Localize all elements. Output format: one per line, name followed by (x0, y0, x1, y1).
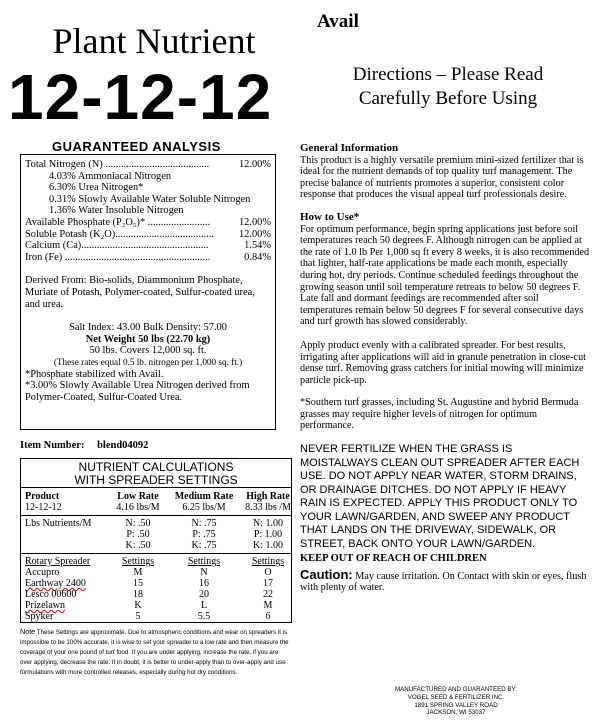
analysis-row (25, 194, 271, 206)
derived-from: Derived From: Bio-solids, Diammonium Phosphate, Muriate of Potash, Polymer-coated, Sulfur-coated urea, and urea. (25, 275, 255, 310)
analysis-label: 4.03% Ammoniacal Nitrogen (49, 170, 172, 182)
nc-head-medium: Medium Rate (174, 491, 234, 502)
nc-cell: N: 1.00 (253, 518, 283, 529)
nc-nutrient-row-p (25, 529, 287, 540)
item-number (20, 440, 148, 451)
spreader-row (25, 567, 287, 578)
nc-sub-row (25, 502, 291, 513)
how-to-use-text-2: Apply product evenly with a calibrated spreader. For best results, irrigating after applications will aid in granule penetration in close-cut dense turf. Removing grass catchers for initial mowing will minimize particle pick-up. (300, 339, 587, 386)
analysis-label: 0.31% Slowly Available Water Soluble Nitrogen (49, 193, 251, 205)
spreader-name: Spyker (25, 611, 54, 622)
how-to-use-heading: How to Use* (300, 210, 360, 223)
analysis-row (25, 182, 271, 194)
nc-spreader-head: Rotary Spreader (25, 556, 91, 567)
keep-out-of-reach: KEEP OUT OF REACH OF CHILDREN (300, 553, 487, 565)
analysis-value: 12.00% (238, 159, 271, 170)
salt-index: Salt Index: 43.00 Bulk Density: 57.00 (69, 322, 227, 334)
nc-head-low: Low Rate (117, 491, 159, 502)
mfg-line: MANUFACTURED AND GUARANTEED BY: (394, 686, 518, 693)
nc-settings-head: Settings (121, 556, 155, 567)
footnote-urea: *3.00% Slowly Available Urea Nitrogen derived from Polymer-Coated, Sulfur-Coated Urea. (25, 380, 250, 403)
nc-cell: K: .50 (125, 540, 151, 551)
spreader-setting: M (263, 600, 273, 611)
spreader-name: Accupro (25, 567, 60, 578)
how-to-use-text-1: For optimum performance, begin spring applications just before soil temperatures reach 50 degrees F. Although nitrogen can be applied at the rate of 1.0 lb Per 1,000 sq ft every 8 weeks, it is also recommended that lighter, half-rate applications be made each month, especially during hot, dry periods. Continue scheduled feedings throughout the growing season until soil temperature retreats to below 50 degrees F. Late fall and dormant feedings are recommended after soil temperatures remain below 50 degrees F for several consecutive days and turf growth has slowed considerably. (300, 223, 590, 328)
nc-nutrients-label: Lbs Nutrients/M (25, 518, 92, 529)
spreader-setting: 5 (135, 611, 141, 622)
nc-cell: P: .75 (192, 529, 216, 540)
spreader-setting: K (134, 600, 142, 611)
spreader-setting: 16 (199, 578, 209, 589)
spreader-row (25, 611, 287, 622)
analysis-label: Iron (Fe) ........................................................ (25, 251, 211, 263)
directions-heading (328, 63, 568, 111)
warnings-text: NEVER FERTILIZE WHEN THE GRASS IS MOISTALWAYS CLEAN OUT SPREADER AFTER EACH USE. DO NOT APPLY NEAR WATER, STORM DRAINS, OR DRAINAGE DITCHES. DO NOT APPLY IF HEAVY RAIN IS EXPECTED. APPLY THIS PRODUCT ONLY TO YOUR LAWN/GARDEN, AND SWEEP ANY PRODUCT THAT LANDS ON THE DRIVEWAY, SIDEWALK, OR STREET, BACK ONTO YOUR LAWN/GARDEN. (300, 443, 580, 550)
analysis-label: 1.36% Water Insoluble Nitrogen (49, 205, 184, 217)
spreader-name: Lesco 00600 (25, 589, 77, 600)
nc-spreader-rows (25, 567, 287, 622)
directions-line-2: Carefully Before Using (358, 88, 538, 109)
analysis-value: 1.54% (244, 240, 271, 252)
spreader-setting: N (200, 567, 208, 578)
analysis-row (25, 229, 271, 241)
spreader-setting: 20 (199, 589, 209, 600)
general-info-text: This product is a highly versatile premium mini-sized fertilizer that is ideal for the nutrient demands of top quality turf management. The precise balance of nutrients promotes a superior, consistent color response that produces the visual appeal turf professionals desire. (300, 154, 584, 201)
nutrient-calculations-box (20, 458, 292, 623)
nc-settings-head: Settings (187, 556, 221, 567)
nc-header-row (25, 491, 290, 502)
nc-cell: N: .75 (191, 518, 217, 529)
guaranteed-analysis-heading: GUARANTEED ANALYSIS (52, 139, 221, 154)
spreader-setting: 15 (133, 578, 143, 589)
spreader-row (25, 589, 287, 600)
spreader-setting: 18 (133, 589, 143, 600)
nc-cell: K: .75 (191, 540, 217, 551)
nc-sub-high: 8.33 lbs /M (245, 502, 291, 513)
coverage: 50 lbs. Covers 12,000 sq. ft. (89, 345, 207, 357)
analysis-rows (25, 159, 271, 263)
spreader-name: Earthway 2400 (25, 578, 86, 589)
nc-spreader-header (25, 556, 287, 567)
nc-sub-medium: 6.25 lbs/M (182, 502, 226, 513)
general-info-heading: General Information (300, 142, 399, 154)
analysis-label: Available Phosphate (P₂O₅)* ........................ (25, 216, 211, 228)
nc-head-high: High Rate (246, 491, 290, 502)
item-number-value: blend04092 (97, 440, 149, 451)
product-title: Plant Nutrient (52, 21, 256, 61)
spreader-setting: L (200, 600, 208, 611)
net-weight: Net Weight 50 lbs (22.70 kg) (85, 333, 211, 345)
analysis-row (25, 171, 271, 183)
spreader-row (25, 600, 287, 611)
spreader-note (20, 627, 292, 678)
manufacturer-block (356, 686, 556, 717)
how-to-use-text-3: *Southern turf grasses, including St. Augustine and hybrid Bermuda grasses may require higher levels of nitrogen for optimum performance. (300, 397, 579, 432)
nc-head-product: Product (25, 491, 60, 502)
brand-avail: Avail (317, 11, 359, 32)
spreader-setting: 17 (263, 578, 273, 589)
product-formula: 12-12-12 (8, 61, 273, 133)
nc-title-line-1: NUTRIENT CALCULATIONS (78, 460, 234, 474)
analysis-row (25, 252, 271, 264)
spreader-setting: 22 (263, 589, 273, 600)
footnote-phosphate: *Phosphate stabilized with Avail. (25, 368, 164, 380)
analysis-row (25, 159, 271, 171)
analysis-row (25, 217, 271, 229)
spreader-setting: 5.5 (197, 611, 211, 622)
nc-nutrient-row-n (25, 518, 287, 529)
analysis-row (25, 205, 271, 217)
right-column (300, 143, 590, 594)
mfg-line: VOGEL SEED & FERTILIZER INC. (407, 693, 505, 701)
guaranteed-analysis-box (20, 154, 276, 430)
spreader-row (25, 578, 287, 589)
analysis-label: Soluble Potash (K₂O)...................................... (25, 228, 214, 240)
analysis-label: Calcium (Ca)................................................. (25, 240, 209, 252)
note-label: Note (20, 627, 36, 636)
analysis-label: Total Nitrogen (N) ........................................ (25, 159, 210, 170)
nc-title-line-2: WITH SPREADER SETTINGS (74, 473, 238, 487)
note-text: These Settings are approximate. Due to atmospheric conditions and wear on spreaders it is impossible to be 100% accurate, it is wise to set your spreader to a low rate and then measure the coverage of your one pound of turf food. If you are under applying, increase the rate, if you are over applying, decrease the rate. If in doubt, it is better to under-apply than to over-apply and use formulations with more controlled releases, especially during hot dry conditions. (20, 629, 289, 676)
rates-note: (These rates equal 0.5 lb. nitrogen per 1,000 sq. ft.) (53, 356, 243, 367)
nc-settings-head: Settings (251, 556, 285, 567)
nc-nutrient-row-k (25, 540, 287, 551)
item-number-label: Item Number: (20, 440, 85, 451)
spreader-setting: M (133, 567, 143, 578)
directions-line-1: Directions – Please Read (352, 64, 544, 85)
mfg-line: JACKSON, WI 53037 (426, 709, 486, 717)
analysis-value: 0.84% (244, 251, 271, 263)
spreader-setting: 6 (265, 611, 271, 622)
nc-cell: P: 1.00 (253, 529, 283, 540)
nutrient-calculations-title (21, 459, 291, 487)
analysis-label: 6.30% Urea Nitrogen* (49, 182, 144, 194)
caution-block (300, 566, 590, 594)
caution-text: May cause irritation. On Contact with skin or eyes, flush with plenty of water. (300, 570, 587, 594)
nc-cell: P: .50 (126, 529, 150, 540)
spreader-setting: O (264, 567, 272, 578)
nc-cell: K: 1.00 (253, 540, 283, 551)
nc-cell: N: .50 (125, 518, 151, 529)
analysis-value: 12.00% (238, 228, 271, 240)
analysis-value: 12.00% (238, 216, 271, 228)
mfg-line: 1891 SPRING VALLEY ROAD (414, 701, 498, 709)
caution-label: Caution: (300, 566, 353, 582)
analysis-row (25, 240, 271, 252)
nc-sub-low: 4.16 lbs/M (116, 502, 160, 513)
spreader-name: Prizelawn (25, 600, 65, 611)
nc-sub-product: 12-12-12 (25, 502, 62, 513)
